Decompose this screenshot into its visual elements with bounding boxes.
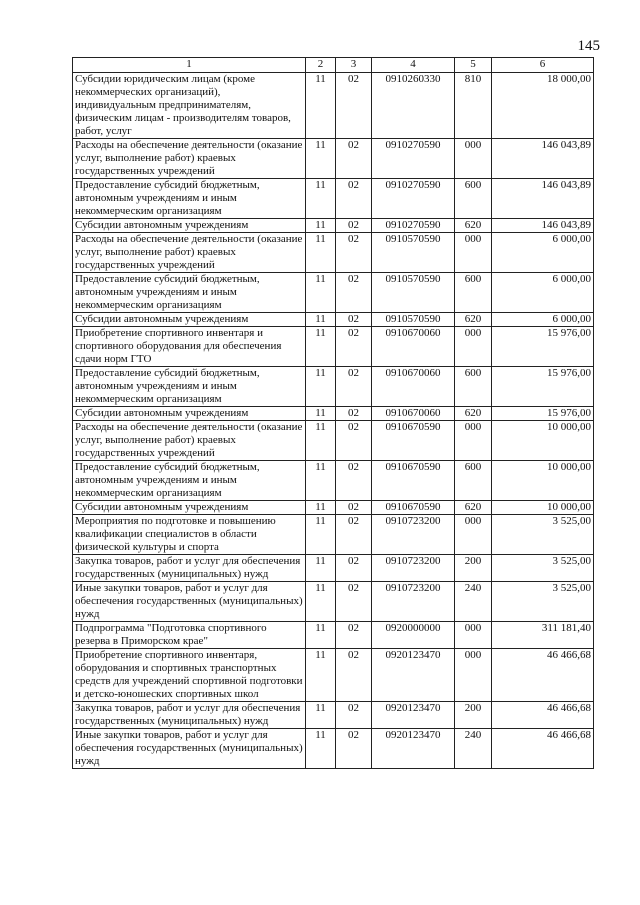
target-article-cell: 0910270590 xyxy=(372,139,455,179)
table-row xyxy=(73,729,594,769)
table-row xyxy=(73,73,594,139)
section-code-cell: 11 xyxy=(306,501,336,515)
subsection-code-cell: 02 xyxy=(336,233,372,273)
amount-cell: 6 000,00 xyxy=(492,313,594,327)
expense-type-cell: 000 xyxy=(455,649,492,702)
expense-type-cell: 810 xyxy=(455,73,492,139)
amount-cell: 146 043,89 xyxy=(492,219,594,233)
target-article-cell: 0910270590 xyxy=(372,179,455,219)
expense-type-cell: 620 xyxy=(455,407,492,421)
subsection-code-cell: 02 xyxy=(336,421,372,461)
expense-name-cell: Иные закупки товаров, работ и услуг для обеспечения государственных (муниципальных) нужд xyxy=(73,582,306,622)
section-code-cell: 11 xyxy=(306,327,336,367)
target-article-cell: 0910260330 xyxy=(372,73,455,139)
expense-name-cell: Подпрограмма "Подготовка спортивного резерва в Приморском крае" xyxy=(73,622,306,649)
target-article-cell: 0910670590 xyxy=(372,501,455,515)
subsection-code-cell: 02 xyxy=(336,219,372,233)
expense-type-cell: 000 xyxy=(455,622,492,649)
subsection-code-cell: 02 xyxy=(336,313,372,327)
target-article-cell: 0910670590 xyxy=(372,421,455,461)
table-row xyxy=(73,179,594,219)
amount-cell: 18 000,00 xyxy=(492,73,594,139)
amount-cell: 3 525,00 xyxy=(492,582,594,622)
expense-name-cell: Предоставление субсидий бюджетным, автономным учреждениям и иным некоммерческим организациям xyxy=(73,179,306,219)
table-row xyxy=(73,421,594,461)
expense-name-cell: Предоставление субсидий бюджетным, автономным учреждениям и иным некоммерческим организациям xyxy=(73,461,306,501)
expense-type-cell: 600 xyxy=(455,367,492,407)
expense-type-cell: 000 xyxy=(455,233,492,273)
expense-name-cell: Субсидии автономным учреждениям xyxy=(73,313,306,327)
section-code-cell: 11 xyxy=(306,233,336,273)
subsection-code-cell: 02 xyxy=(336,729,372,769)
target-article-cell: 0920123470 xyxy=(372,649,455,702)
table-row xyxy=(73,582,594,622)
expense-name-cell: Закупка товаров, работ и услуг для обеспечения государственных (муниципальных) нужд xyxy=(73,702,306,729)
target-article-cell: 0910570590 xyxy=(372,313,455,327)
table-row xyxy=(73,367,594,407)
table-row xyxy=(73,327,594,367)
header-row xyxy=(73,58,594,73)
section-code-cell: 11 xyxy=(306,702,336,729)
subsection-code-cell: 02 xyxy=(336,461,372,501)
section-code-cell: 11 xyxy=(306,219,336,233)
table-row xyxy=(73,622,594,649)
amount-cell: 10 000,00 xyxy=(492,421,594,461)
subsection-code-cell: 02 xyxy=(336,501,372,515)
section-code-cell: 11 xyxy=(306,273,336,313)
expense-name-cell: Субсидии автономным учреждениям xyxy=(73,407,306,421)
subsection-code-cell: 02 xyxy=(336,179,372,219)
target-article-cell: 0910670060 xyxy=(372,367,455,407)
section-code-cell: 11 xyxy=(306,367,336,407)
amount-cell: 6 000,00 xyxy=(492,273,594,313)
table-row xyxy=(73,702,594,729)
section-code-cell: 11 xyxy=(306,582,336,622)
expense-name-cell: Закупка товаров, работ и услуг для обеспечения государственных (муниципальных) нужд xyxy=(73,555,306,582)
section-code-cell: 11 xyxy=(306,729,336,769)
table-row xyxy=(73,219,594,233)
expense-type-cell: 000 xyxy=(455,515,492,555)
expense-name-cell: Субсидии автономным учреждениям xyxy=(73,219,306,233)
table-row xyxy=(73,555,594,582)
expense-type-cell: 600 xyxy=(455,273,492,313)
expense-name-cell: Иные закупки товаров, работ и услуг для обеспечения государственных (муниципальных) нужд xyxy=(73,729,306,769)
subsection-code-cell: 02 xyxy=(336,327,372,367)
section-code-cell: 11 xyxy=(306,421,336,461)
subsection-code-cell: 02 xyxy=(336,622,372,649)
section-code-cell: 11 xyxy=(306,179,336,219)
amount-cell: 3 525,00 xyxy=(492,555,594,582)
subsection-code-cell: 02 xyxy=(336,139,372,179)
expense-type-cell: 600 xyxy=(455,179,492,219)
target-article-cell: 0910723200 xyxy=(372,582,455,622)
amount-cell: 15 976,00 xyxy=(492,367,594,407)
table-row xyxy=(73,273,594,313)
expense-name-cell: Расходы на обеспечение деятельности (оказание услуг, выполнение работ) краевых государственных учреждений xyxy=(73,421,306,461)
amount-cell: 15 976,00 xyxy=(492,407,594,421)
amount-cell: 3 525,00 xyxy=(492,515,594,555)
subsection-code-cell: 02 xyxy=(336,555,372,582)
table-body xyxy=(73,73,594,769)
subsection-code-cell: 02 xyxy=(336,515,372,555)
table-row xyxy=(73,515,594,555)
section-code-cell: 11 xyxy=(306,622,336,649)
expense-name-cell: Приобретение спортивного инвентаря и спортивного оборудования для обеспечения сдачи норм ГТО xyxy=(73,327,306,367)
expense-type-cell: 620 xyxy=(455,501,492,515)
section-code-cell: 11 xyxy=(306,407,336,421)
expense-type-cell: 620 xyxy=(455,313,492,327)
expense-type-cell: 240 xyxy=(455,729,492,769)
target-article-cell: 0920000000 xyxy=(372,622,455,649)
table-row xyxy=(73,139,594,179)
section-code-cell: 11 xyxy=(306,73,336,139)
table-row xyxy=(73,501,594,515)
expense-name-cell: Предоставление субсидий бюджетным, автономным учреждениям и иным некоммерческим организациям xyxy=(73,367,306,407)
amount-cell: 15 976,00 xyxy=(492,327,594,367)
amount-cell: 146 043,89 xyxy=(492,179,594,219)
budget-table xyxy=(72,57,594,769)
expense-type-cell: 000 xyxy=(455,139,492,179)
table-row xyxy=(73,313,594,327)
amount-cell: 46 466,68 xyxy=(492,649,594,702)
expense-name-cell: Расходы на обеспечение деятельности (оказание услуг, выполнение работ) краевых государственных учреждений xyxy=(73,233,306,273)
target-article-cell: 0910723200 xyxy=(372,555,455,582)
subsection-code-cell: 02 xyxy=(336,367,372,407)
section-code-cell: 11 xyxy=(306,555,336,582)
header-col-3: 3 xyxy=(336,58,372,73)
section-code-cell: 11 xyxy=(306,139,336,179)
target-article-cell: 0910570590 xyxy=(372,233,455,273)
target-article-cell: 0910670060 xyxy=(372,407,455,421)
section-code-cell: 11 xyxy=(306,649,336,702)
amount-cell: 146 043,89 xyxy=(492,139,594,179)
expense-name-cell: Предоставление субсидий бюджетным, автономным учреждениям и иным некоммерческим организациям xyxy=(73,273,306,313)
expense-type-cell: 200 xyxy=(455,702,492,729)
expense-type-cell: 200 xyxy=(455,555,492,582)
amount-cell: 10 000,00 xyxy=(492,501,594,515)
amount-cell: 10 000,00 xyxy=(492,461,594,501)
expense-type-cell: 000 xyxy=(455,327,492,367)
target-article-cell: 0920123470 xyxy=(372,702,455,729)
amount-cell: 6 000,00 xyxy=(492,233,594,273)
subsection-code-cell: 02 xyxy=(336,407,372,421)
section-code-cell: 11 xyxy=(306,461,336,501)
expense-name-cell: Расходы на обеспечение деятельности (оказание услуг, выполнение работ) краевых государственных учреждений xyxy=(73,139,306,179)
header-col-6: 6 xyxy=(492,58,594,73)
table-header xyxy=(73,58,594,73)
header-col-5: 5 xyxy=(455,58,492,73)
header-col-1: 1 xyxy=(73,58,306,73)
expense-name-cell: Приобретение спортивного инвентаря, оборудования и спортивных транспортных средств для учреждений спортивной подготовки и детско-юношеских спортивных школ xyxy=(73,649,306,702)
amount-cell: 46 466,68 xyxy=(492,702,594,729)
amount-cell: 311 181,40 xyxy=(492,622,594,649)
table-row xyxy=(73,233,594,273)
table-row xyxy=(73,461,594,501)
page-number: 145 xyxy=(577,38,600,54)
target-article-cell: 0910570590 xyxy=(372,273,455,313)
header-col-2: 2 xyxy=(306,58,336,73)
target-article-cell: 0910670060 xyxy=(372,327,455,367)
target-article-cell: 0910670590 xyxy=(372,461,455,501)
subsection-code-cell: 02 xyxy=(336,649,372,702)
section-code-cell: 11 xyxy=(306,515,336,555)
expense-type-cell: 620 xyxy=(455,219,492,233)
expense-type-cell: 600 xyxy=(455,461,492,501)
subsection-code-cell: 02 xyxy=(336,273,372,313)
target-article-cell: 0910723200 xyxy=(372,515,455,555)
table-row xyxy=(73,407,594,421)
expense-type-cell: 240 xyxy=(455,582,492,622)
section-code-cell: 11 xyxy=(306,313,336,327)
expense-name-cell: Субсидии юридическим лицам (кроме некоммерческих организаций), индивидуальным предпринимателям, физическим лицам - производителям товаров, работ, услуг xyxy=(73,73,306,139)
amount-cell: 46 466,68 xyxy=(492,729,594,769)
target-article-cell: 0910270590 xyxy=(372,219,455,233)
table-row xyxy=(73,649,594,702)
expense-name-cell: Мероприятия по подготовке и повышению квалификации специалистов в области физической культуры и спорта xyxy=(73,515,306,555)
target-article-cell: 0920123470 xyxy=(372,729,455,769)
expense-type-cell: 000 xyxy=(455,421,492,461)
header-col-4: 4 xyxy=(372,58,455,73)
subsection-code-cell: 02 xyxy=(336,702,372,729)
subsection-code-cell: 02 xyxy=(336,582,372,622)
expense-name-cell: Субсидии автономным учреждениям xyxy=(73,501,306,515)
subsection-code-cell: 02 xyxy=(336,73,372,139)
